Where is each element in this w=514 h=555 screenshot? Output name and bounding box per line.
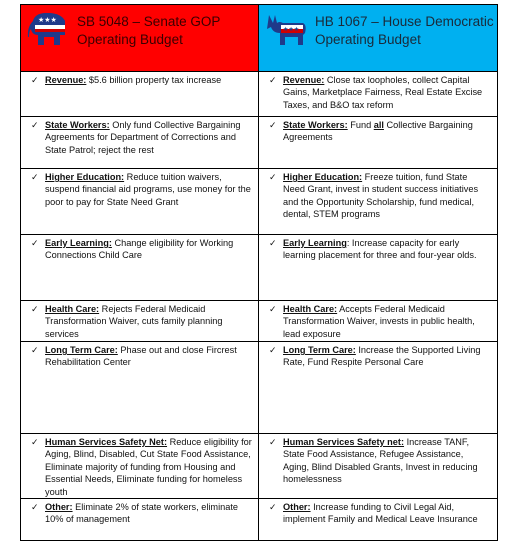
checkmark-icon: ✓ [269,345,277,355]
checkmark-icon: ✓ [269,437,277,447]
gop-cell [21,301,259,341]
dem-budget-title: HB 1067 – House Democratic Operating Budget [315,14,494,47]
checkmark-icon: ✓ [31,238,39,248]
dem-cell [259,117,497,168]
table-row [21,116,497,168]
row-label: State Workers: [45,120,110,130]
row-text: Reduce eligibility for Aging, Blind, Disabled, Cut State Food Assistance, Eliminate majority of funding from Housing and Essential Needs, Eliminate funding for homeless youth [45,437,252,497]
checkmark-icon: ✓ [31,502,39,512]
table-row [21,433,497,498]
dem-header [259,5,497,71]
table-row [21,300,497,341]
row-text: Increase the Supported Living Rate, Fund Respite Personal Care [283,345,481,368]
row-text: Collective Bargaining Agreements [283,120,473,143]
dem-cell [259,342,497,433]
table-row [21,71,497,116]
dem-cell [259,72,497,116]
checkmark-icon: ✓ [31,120,39,130]
gop-header [21,5,259,71]
table-row [21,168,497,234]
row-text: Reduce tuition waivers, suspend financial aid programs, use money for the poor to pay for State Need Grant [45,172,251,207]
elephant-logo-icon [27,11,71,56]
table-row [21,498,497,540]
dem-cell [259,235,497,300]
checkmark-icon: ✓ [269,75,277,85]
dem-cell [259,499,497,540]
gop-cell [21,72,259,116]
checkmark-icon: ✓ [31,172,39,182]
row-text: Rejects Federal Medicaid Transformation Waiver, cuts family planning services [45,304,223,339]
row-label: State Workers: [283,120,348,130]
checkmark-icon: ✓ [31,345,39,355]
dem-cell [259,301,497,341]
row-text: Fund [347,120,374,130]
checkmark-icon: ✓ [269,120,277,130]
row-text: Close tax loopholes, collect Capital Gains, Marketplace Fairness, Real Estate Excise Taxes, and B&O tax reform [283,75,483,110]
checkmark-icon: ✓ [31,437,39,447]
row-text: Accepts Federal Medicaid Transformation Waiver, invests in public health, lead exposure [283,304,475,339]
dem-cell [259,434,497,498]
gop-cell [21,117,259,168]
gop-cell [21,342,259,433]
row-text: Only fund Collective Bargaining Agreements for Department of Corrections and State Patrol; reject the rest [45,120,241,155]
checkmark-icon: ✓ [269,238,277,248]
svg-text:★★★: ★★★ [283,26,300,33]
table-row [21,234,497,300]
row-label: Higher Education: [45,172,125,182]
row-label: Human Services Safety Net: [45,437,168,447]
gop-cell [21,169,259,234]
svg-text:★★★: ★★★ [38,16,57,24]
row-text: Increase funding to Civil Legal Aid, implement Family and Medical Leave Insurance [283,502,478,525]
row-label: Health Care: [45,304,100,314]
row-text: : Increase capacity for early learning placement for three and four-year olds. [283,238,477,261]
row-label: Other: [283,502,311,512]
header-row [21,5,497,71]
gop-cell [21,499,259,540]
checkmark-icon: ✓ [269,502,277,512]
checkmark-icon: ✓ [31,304,39,314]
row-text: Freeze tuition, fund State Need Grant, invest in student success initiatives and the Opportunity Scholarship, fund medical, dental, STEM programs [283,172,479,220]
donkey-logo-icon [265,11,309,56]
checkmark-icon: ✓ [31,75,39,85]
row-label: Long Term Care: [283,345,356,355]
row-label: Health Care: [283,304,338,314]
row-text: Change eligibility for Working Connections Child Care [45,238,234,261]
row-label: Other: [45,502,73,512]
gop-cell [21,434,259,498]
row-emphasis: all [373,120,384,130]
gop-budget-title: SB 5048 – Senate GOP Operating Budget [77,14,221,47]
row-text: $5.6 billion property tax increase [86,75,222,85]
table-row [21,341,497,433]
row-label: Human Services Safety net: [283,437,405,447]
row-text: Increase TANF, State Food Assistance, Refugee Assistance, Aging, Blind Disabled Grants, Invest in reducing homelessness [283,437,478,485]
budget-comparison-table [20,4,498,541]
row-label: Revenue: [45,75,87,85]
checkmark-icon: ✓ [269,304,277,314]
row-text: Eliminate 2% of state workers, eliminate 10% of management [45,502,239,525]
dem-cell [259,169,497,234]
row-label: Revenue: [283,75,325,85]
row-label: Long Term Care: [45,345,118,355]
row-label: Early Learning [283,238,347,248]
checkmark-icon: ✓ [269,172,277,182]
row-label: Higher Education: [283,172,363,182]
gop-cell [21,235,259,300]
row-text: Phase out and close Fircrest Rehabilitation Center [45,345,237,368]
row-label: Early Learning: [45,238,112,248]
